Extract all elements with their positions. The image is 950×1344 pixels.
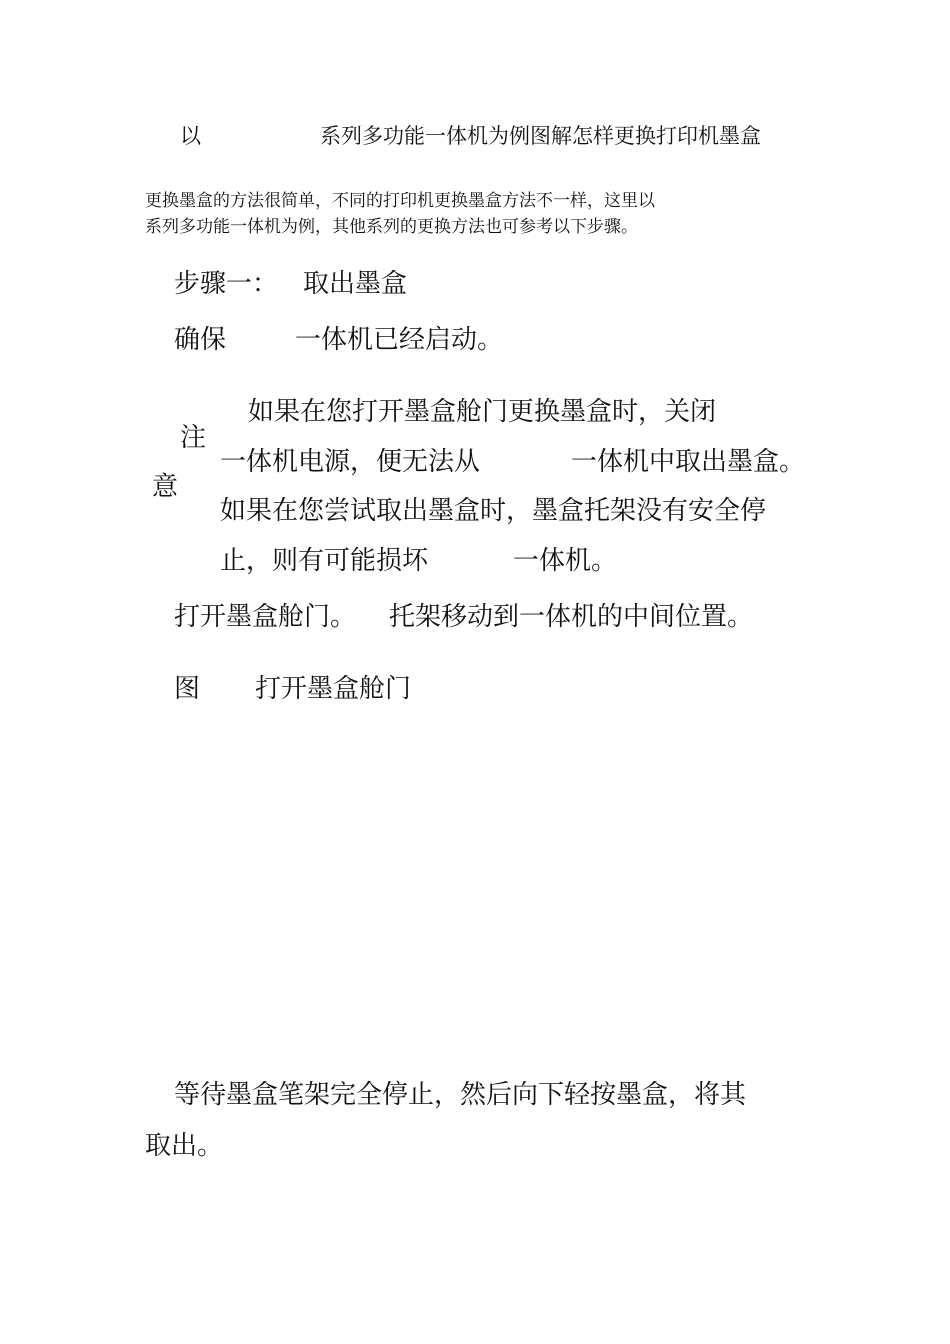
note-line-2a: 一体机电源，便无法从 xyxy=(220,447,481,477)
note-label-char-2: 意 xyxy=(152,472,179,502)
wait-line-2: 取出。 xyxy=(145,1131,224,1161)
ensure-text: 一体机已经启动。 xyxy=(295,325,504,355)
figure-caption: 打开墨盒舱门 xyxy=(255,674,412,704)
intro-line-2: 系列多功能一体机为例，其他系列的更换方法也可参考以下步骤。 xyxy=(145,217,638,237)
note-label-char-1: 注 xyxy=(180,423,207,453)
note-line-1: 如果在您打开墨盒舱门更换墨盒时，关闭 xyxy=(248,397,717,427)
note-line-4a: 止，则有可能损坏 xyxy=(220,546,429,576)
wait-line-1: 等待墨盒笔架完全停止，然后向下轻按墨盒，将其 xyxy=(174,1080,747,1110)
title-prefix: 以 xyxy=(180,124,201,148)
step-title: 取出墨盒 xyxy=(303,269,408,299)
note-line-3: 如果在您尝试取出墨盒时，墨盒托架没有安全停 xyxy=(220,496,767,526)
figure-image-area xyxy=(140,720,820,1060)
ensure-prefix: 确保 xyxy=(174,325,227,355)
figure-label: 图 xyxy=(174,674,201,704)
open-door-text-1: 打开墨盒舱门。 xyxy=(174,602,357,632)
intro-line-1: 更换墨盒的方法很简单，不同的打印机更换墨盒方法不一样，这里以 xyxy=(145,191,655,211)
open-door-text-2: 托架移动到一体机的中间位置。 xyxy=(389,602,754,632)
note-line-4b: 一体机。 xyxy=(513,546,618,576)
note-line-2b: 一体机中取出墨盒。 xyxy=(571,447,806,477)
page-title: 系列多功能一体机为例图解怎样更换打印机墨盒 xyxy=(320,124,761,148)
step-label: 步骤一： xyxy=(174,269,279,299)
